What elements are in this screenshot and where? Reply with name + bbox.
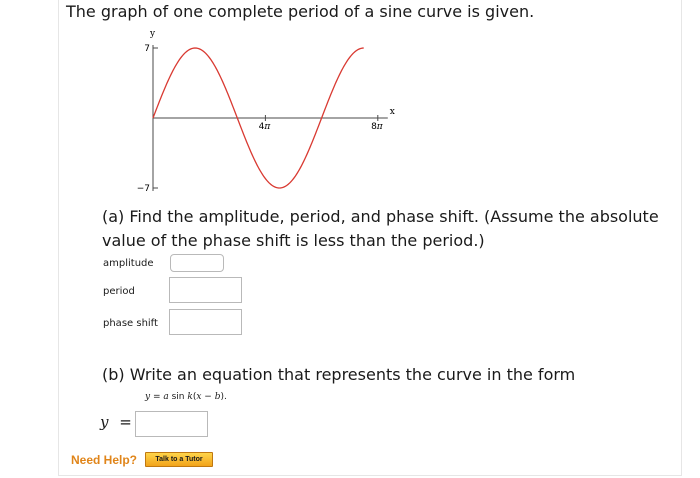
x-axis-label: x — [389, 107, 395, 117]
period-label: period — [103, 286, 135, 297]
y-tick-label-min: −7 — [136, 184, 150, 194]
form-b: b — [214, 392, 221, 402]
form-minus: − — [201, 392, 215, 402]
form-close: ). — [220, 392, 227, 402]
x-tick-label-8-pi: π — [376, 122, 383, 132]
part-a-line-1: (a) Find the amplitude, period, and phase shift. (Assume the absolute — [102, 207, 659, 226]
problem-title: The graph of one complete period of a sine curve is given. — [66, 2, 535, 21]
amplitude-label: amplitude — [103, 258, 154, 269]
x-tick-label-4: 4 — [258, 122, 265, 132]
phase-shift-label: phase shift — [103, 318, 158, 329]
form-open: ( — [192, 392, 197, 402]
sine-graph — [130, 30, 410, 198]
phase-shift-input[interactable] — [169, 309, 242, 335]
y-axis-label: y — [150, 30, 156, 39]
form-k: k — [187, 392, 193, 402]
answer-equals: = — [119, 413, 132, 431]
form-sin: sin — [168, 392, 188, 402]
answer-y: y — [100, 413, 109, 431]
form-x: x — [196, 392, 202, 402]
equation-input[interactable] — [135, 411, 208, 437]
talk-to-tutor-button[interactable]: Talk to a Tutor — [145, 452, 213, 467]
form-eq: = — [152, 392, 164, 402]
part-b-text: (b) Write an equation that represents the curve in the form — [102, 365, 576, 384]
part-a-line-2: value of the phase shift is less than the period.) — [102, 231, 485, 250]
answer-prefix — [100, 413, 132, 431]
period-input[interactable] — [169, 277, 242, 303]
need-help-label: Need Help? — [71, 453, 138, 467]
y-tick-label-max: 7 — [144, 44, 150, 54]
x-tick-label-8: 8 — [371, 122, 377, 132]
form-a: a — [163, 392, 169, 402]
form-y: y — [145, 392, 151, 402]
equation-form — [145, 392, 227, 402]
amplitude-input[interactable] — [170, 254, 224, 272]
x-tick-label-4-pi: π — [264, 122, 271, 132]
